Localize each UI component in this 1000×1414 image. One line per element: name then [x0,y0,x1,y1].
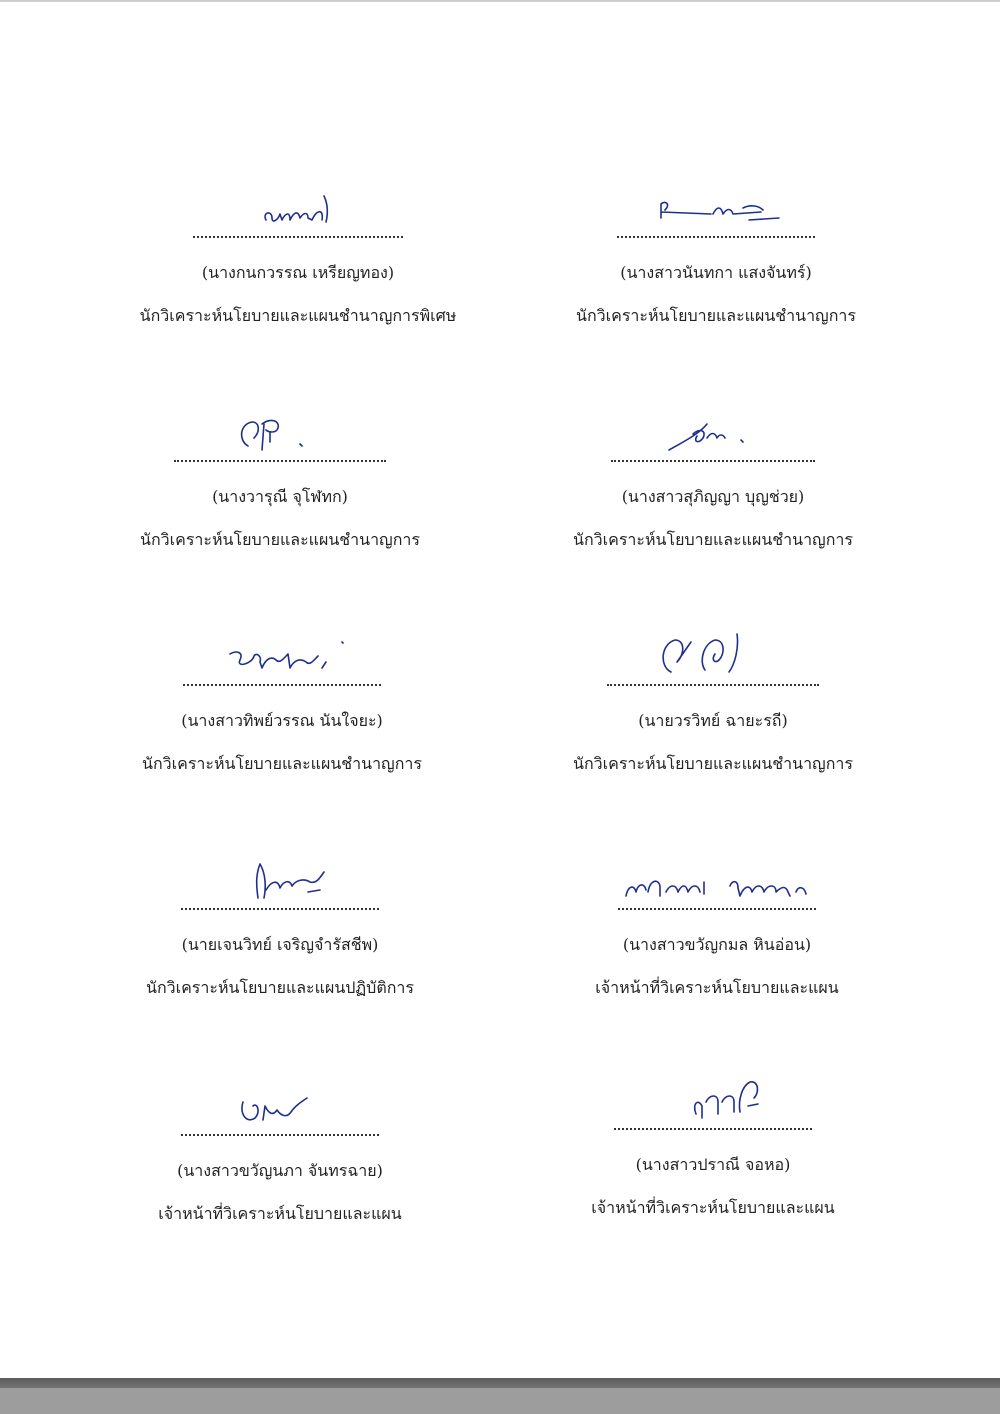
signer-name: (นางวารุณี จุโฬทก) [212,487,348,506]
signer-name: (นางสาวขวัญกมล หินอ่อน) [622,935,812,954]
signature-area [70,1082,490,1124]
signature-block-4 [503,408,923,551]
signature-area [506,184,926,226]
handwritten-signature [651,628,771,678]
signature-area [70,408,490,450]
signer-name: (นางสาวนันทกา แสงจันทร์) [620,263,812,282]
signer-name: (นายวรวิทย์ ฉายะรถี) [638,711,788,730]
signature-block-9 [70,1082,490,1225]
page-top-edge [0,0,1000,2]
signature-area [503,408,923,450]
signer-name: (นายเจนวิทย์ เจริญจำรัสชีพ) [181,935,379,954]
signer-position: เจ้าหน้าที่วิเคราะห์นโยบายและแผน [591,1198,835,1217]
signature-area [507,856,927,898]
handwritten-signature [688,1072,798,1122]
handwritten-signature [258,190,368,230]
handwritten-signature [222,634,362,678]
signer-position: นักวิเคราะห์นโยบายและแผนชำนาญการ [573,754,853,773]
signer-position: นักวิเคราะห์นโยบายและแผนชำนาญการ [573,530,853,549]
signer-name: (นางสาวทิพย์วรรณ นันใจยะ) [181,711,383,730]
handwritten-signature [620,862,830,902]
handwritten-signature [235,1088,345,1128]
signer-position: เจ้าหน้าที่วิเคราะห์นโยบายและแผน [158,1204,402,1223]
signature-area [72,632,492,674]
signer-position: เจ้าหน้าที่วิเคราะห์นโยบายและแผน [595,978,839,997]
signer-position: นักวิเคราะห์นโยบายและแผนชำนาญการ [576,306,856,325]
signer-name: (นางสาวขวัญนภา จันทรฉาย) [177,1161,383,1180]
signature-block-6 [503,632,923,775]
handwritten-signature [250,854,360,902]
signature-area [70,856,490,898]
signature-block-1 [88,184,508,327]
signer-position: นักวิเคราะห์นโยบายและแผนชำนาญการ [140,530,420,549]
signature-block-5 [72,632,492,775]
signer-name: (นางสาวปราณี จอหอ) [635,1155,791,1174]
signer-name: (นางกนกวรรณ เหรียญทอง) [201,263,395,282]
signature-area [503,632,923,674]
signature-block-2 [506,184,926,327]
signature-block-8 [507,856,927,999]
handwritten-signature [230,410,340,454]
signer-position: นักวิเคราะห์นโยบายและแผนชำนาญการ [142,754,422,773]
scan-bottom-edge [0,1378,1000,1414]
handwritten-signature [651,190,791,230]
signer-position: นักวิเคราะห์นโยบายและแผนชำนาญการพิเศษ [139,306,457,325]
signature-area [503,1076,923,1118]
signature-block-3 [70,408,490,551]
signature-area [88,184,508,226]
signature-block-7 [70,856,490,999]
signer-name: (นางสาวสุภิญญา บุญช่วย) [621,487,805,506]
signer-position: นักวิเคราะห์นโยบายและแผนปฏิบัติการ [146,978,414,997]
handwritten-signature [663,414,773,454]
signature-block-10 [503,1076,923,1219]
